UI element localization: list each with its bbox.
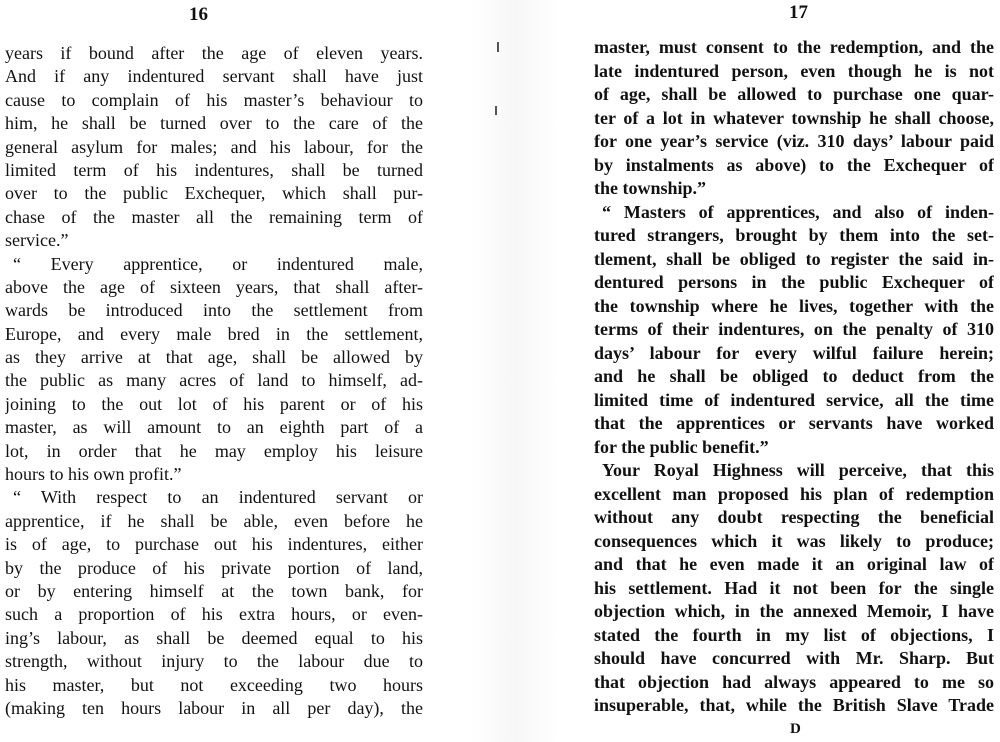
text-line: hours to his own profit.” <box>5 464 182 485</box>
gutter-mark <box>497 42 499 52</box>
page-number-left: 16 <box>189 4 208 25</box>
text-line: general asylum for males; and his labour, for the <box>5 136 423 157</box>
text-line: such a proportion of his extra hours, or even- <box>5 604 423 625</box>
text-line: (making ten hours labour in all per day), the <box>5 697 423 718</box>
text-line: stated the fourth in my list of objections, I <box>594 624 994 645</box>
text-line: joining to the out lot of his parent or of his <box>5 393 423 414</box>
text-line: limited time of indentured service, all the time <box>594 389 994 410</box>
text-line: limited term of his indentures, shall be turned <box>5 159 423 180</box>
gutter-mark <box>495 106 497 115</box>
text-line: ter of a lot in whatever township he shall choose, <box>594 107 994 128</box>
text-line: for one year’s service (viz. 310 days’ labour paid <box>594 131 994 151</box>
text-line: him, he shall be turned over to the care of the <box>5 113 423 134</box>
text-line: his settlement. Had it not been for the single <box>594 577 994 598</box>
text-line: wards be introduced into the settlement from <box>5 300 423 321</box>
text-line: is of age, to purchase out his indentures, either <box>5 534 423 555</box>
text-line: consequences which it was likely to produce; <box>594 530 994 551</box>
text-line: cause to complain of his master’s behaviour to <box>5 89 423 110</box>
text-line: apprentice, if he shall be able, even before he <box>5 510 423 531</box>
text-line: or by entering himself at the town bank, for <box>5 580 423 601</box>
text-line: should have concurred with Mr. Sharp. But <box>594 648 994 668</box>
text-line: by the produce of his private portion of land, <box>5 557 423 578</box>
text-line: objection which, in the annexed Memoir, I have <box>594 601 994 621</box>
text-line: and that he even made it an original law of <box>594 554 994 574</box>
text-line: days’ labour for every wilful failure herein; <box>594 342 994 363</box>
right-page-text <box>594 36 994 718</box>
text-line: chase of the master all the remaining term of <box>5 206 423 227</box>
text-line: years if bound after the age of eleven years. <box>5 43 423 63</box>
text-line: tlement, shall be obliged to register the said in- <box>594 248 994 269</box>
text-line: the township.” <box>594 178 707 198</box>
text-line: Europe, and every male bred in the settlement, <box>5 323 423 344</box>
left-page <box>0 0 440 742</box>
text-line: master, must consent to the redemption, and the <box>594 37 994 57</box>
text-line: strength, without injury to the labour due to <box>5 651 423 672</box>
page-number-right: 17 <box>789 2 808 23</box>
text-line: as they arrive at that age, shall be allowed by <box>5 347 423 368</box>
text-line: his master, but not exceeding two hours <box>5 674 423 695</box>
text-line: master, as will amount to an eighth part of a <box>5 417 423 438</box>
right-page <box>585 0 1000 742</box>
text-line: ing’s labour, as shall be deemed equal to his <box>5 627 423 648</box>
text-line: “ Masters of apprentices, and also of inden- <box>602 201 994 222</box>
signature-mark: D <box>790 721 801 737</box>
page-gutter <box>470 0 560 742</box>
text-line: “ With respect to an indentured servant or <box>13 487 423 508</box>
text-line: Your Royal Highness will perceive, that this <box>602 460 994 480</box>
text-line: by instalments as above) to the Exchequer of <box>594 154 994 175</box>
text-line: without any doubt respecting the beneficial <box>594 507 994 527</box>
text-line: lot, in order that he may employ his leisure <box>5 440 423 461</box>
text-line: dentured persons in the public Exchequer of <box>594 272 994 292</box>
text-line: excellent man proposed his plan of redemption <box>594 483 994 504</box>
text-line: insuperable, that, while the British Slave Trade <box>594 695 994 715</box>
text-line: tured strangers, brought by them into the set- <box>594 225 994 245</box>
text-line: above the age of sixteen years, that shall after- <box>5 276 423 297</box>
left-page-text <box>5 42 423 720</box>
text-line: And if any indentured servant shall have just <box>5 66 423 87</box>
text-line: of age, shall be allowed to purchase one quar- <box>594 84 994 104</box>
text-line: the public as many acres of land to himself, ad- <box>5 370 423 391</box>
text-line: for the public benefit.” <box>594 436 769 457</box>
text-line: and he shall be obliged to deduct from the <box>594 366 994 386</box>
text-line: over to the public Exchequer, which shall pur- <box>5 183 423 204</box>
text-line: the township where he lives, together with the <box>594 295 994 316</box>
text-line: that the apprentices or servants have worked <box>594 413 994 433</box>
text-line: terms of their indentures, on the penalty of 310 <box>594 319 994 339</box>
text-line: that objection had always appeared to me so <box>594 671 994 692</box>
text-line: late indentured person, even though he is not <box>594 60 994 81</box>
text-line: service.” <box>5 230 69 251</box>
text-line: “ Every apprentice, or indentured male, <box>13 253 423 274</box>
